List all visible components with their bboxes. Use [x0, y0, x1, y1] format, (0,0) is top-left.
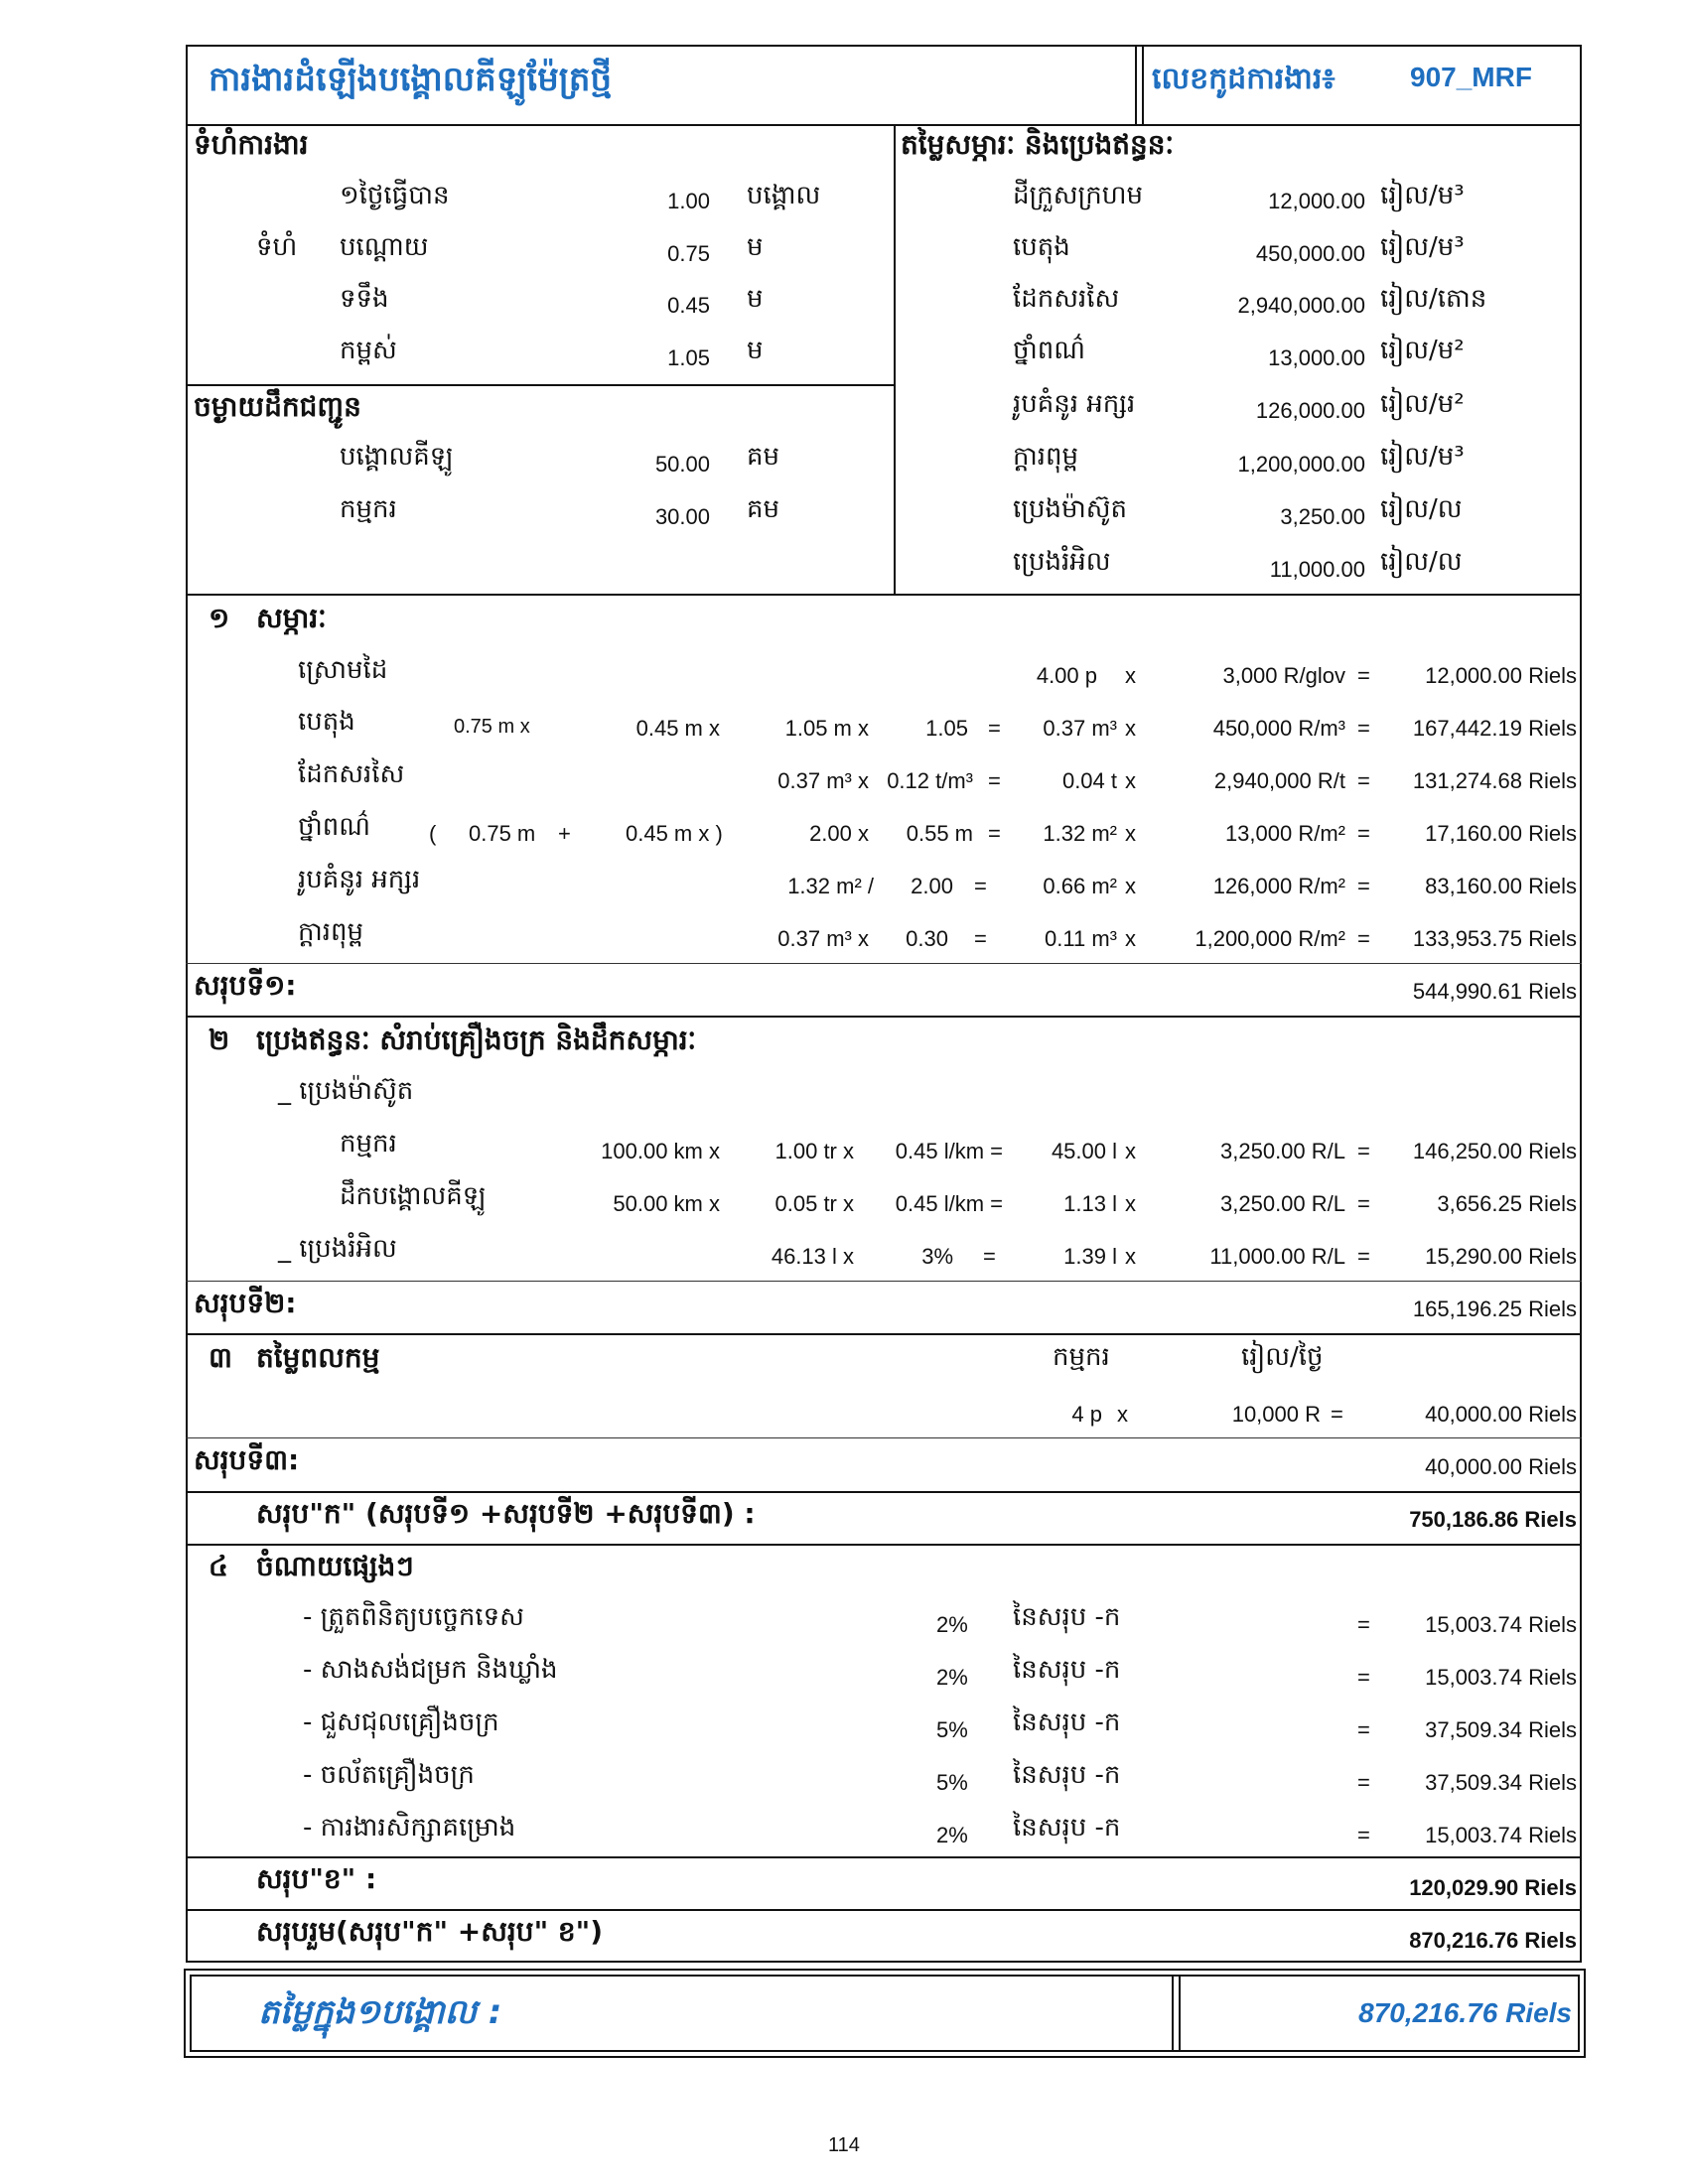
- dimensions-bottom-rule: [186, 384, 894, 386]
- materials-formwork-total: 133,953.75 Riels: [1412, 926, 1577, 951]
- other-cost-shelter-label: - សាងសង់ជម្រក និងឃ្លាំង: [303, 1655, 558, 1685]
- labor-rate-header: រៀល/ថ្ងៃ: [1241, 1342, 1324, 1372]
- fuel-posts-liters: 1.13 l: [1063, 1191, 1117, 1216]
- total-a-label: សរុប"ក" (សរុបទី១ +សរុបទី២ +សរុបទី៣) :: [256, 1497, 756, 1530]
- subtotal2-bottom-rule: [186, 1333, 1582, 1335]
- subtotal2-value: 165,196.25 Riels: [1412, 1297, 1577, 1321]
- fuel-workers-price: 3,250.00 R/L: [1220, 1139, 1345, 1163]
- header-divider: [1135, 45, 1137, 124]
- subtotal3-top-rule: [186, 1437, 1582, 1438]
- diesel-subheading: _ ប្រេងម៉ាស៊ូត: [278, 1076, 414, 1106]
- total-b-bottom-rule: [186, 1909, 1582, 1911]
- materials-paint-price: 13,000 R/m²: [1224, 821, 1345, 846]
- dimension-length-unit: ម: [747, 232, 764, 262]
- other-cost-mobilization-total: 37,509.34 Riels: [1425, 1770, 1577, 1795]
- subtotal1-bottom-rule: [186, 1016, 1582, 1018]
- subtotal1-top-rule: [186, 963, 1582, 964]
- materials-gloves-price: 3,000 R/glov: [1222, 663, 1345, 688]
- lube-op: x: [1125, 1244, 1136, 1269]
- price-diesel-value: 3,250.00: [1280, 504, 1365, 529]
- lube-op2: =: [983, 1244, 996, 1269]
- materials-formwork-op4: =: [974, 926, 987, 951]
- subtotal1-value: 544,990.61 Riels: [1412, 979, 1577, 1004]
- other-cost-repair-pct: 5%: [936, 1717, 968, 1742]
- price-lube-value: 11,000.00: [1269, 557, 1365, 582]
- price-lettering-label: រូបគំនូរ អក្សរ: [1013, 389, 1136, 419]
- job-code-label: លេខកូដការងារ៖: [1152, 62, 1336, 96]
- materials-paint-height: 0.55 m: [906, 821, 973, 846]
- other-cost-study-total: 15,003.74 Riels: [1425, 1823, 1577, 1847]
- total-a-bottom-rule: [186, 1544, 1582, 1546]
- materials-formwork-eq: =: [1357, 926, 1370, 951]
- materials-lettering-qty: 0.66 m²: [1043, 874, 1117, 898]
- other-cost-inspection-of: នៃសរុប -ក: [1013, 1602, 1121, 1632]
- fuel-workers-total: 146,250.00 Riels: [1412, 1139, 1577, 1163]
- other-cost-shelter-total: 15,003.74 Riels: [1425, 1665, 1577, 1690]
- transport-worker-label: កម្មករ: [340, 494, 397, 524]
- dimension-width-unit: ម: [747, 284, 764, 314]
- materials-concrete-op5: x: [1125, 716, 1136, 741]
- materials-lettering-op4: =: [974, 874, 987, 898]
- other-cost-repair-eq: =: [1357, 1717, 1370, 1742]
- dimension-width-value: 0.45: [667, 293, 710, 318]
- total-b-label: សរុប"ខ" :: [256, 1862, 377, 1895]
- section1-number: ១: [209, 602, 230, 634]
- materials-paint-length: 0.75 m: [469, 821, 536, 846]
- price-laterite-label: ដីក្រួសក្រហម: [1013, 181, 1144, 210]
- other-cost-mobilization-eq: =: [1357, 1770, 1370, 1795]
- fuel-posts-op: x: [1125, 1191, 1136, 1216]
- price-rebar-value: 2,940,000.00: [1237, 293, 1365, 318]
- materials-rebar-op5: x: [1125, 768, 1136, 793]
- other-cost-repair-of: នៃសរុប -ក: [1013, 1707, 1121, 1737]
- materials-formwork-factor: 0.30: [906, 926, 948, 951]
- fuel-workers-distance: 100.00 km x: [601, 1139, 720, 1163]
- price-concrete-label: បេតុង: [1013, 232, 1070, 262]
- dimension-length-label: បណ្តោយ: [340, 232, 429, 262]
- materials-concrete-op4: =: [988, 716, 1001, 741]
- dimension-length-value: 0.75: [667, 241, 710, 266]
- subtotal2-label: សរុបទី២:: [194, 1287, 297, 1319]
- other-cost-inspection-eq: =: [1357, 1612, 1370, 1637]
- other-cost-mobilization-pct: 5%: [936, 1770, 968, 1795]
- dimension-height-unit: ម: [747, 336, 764, 365]
- materials-lettering-op5: x: [1125, 874, 1136, 898]
- materials-rebar-density: 0.12 t/m³: [887, 768, 973, 793]
- fuel-workers-trips: 1.00 tr x: [774, 1139, 854, 1163]
- section3-heading: តម្លៃពលកម្ម: [256, 1341, 380, 1374]
- price-diesel-label: ប្រេងម៉ាស៊ូត: [1013, 494, 1128, 524]
- materials-gloves-total: 12,000.00 Riels: [1425, 663, 1577, 688]
- total-b-top-rule: [186, 1856, 1582, 1858]
- transport-worker-unit: គម: [747, 494, 780, 524]
- subtotal3-bottom-rule: [186, 1491, 1582, 1493]
- fuel-posts-label: ដឹកបង្គោលគីឡូ: [340, 1181, 487, 1211]
- materials-lettering-divisor: 2.00: [911, 874, 953, 898]
- price-rebar-label: ដែកសរសៃ: [1013, 284, 1120, 314]
- materials-lettering-area: 1.32 m² /: [787, 874, 874, 898]
- fuel-posts-distance: 50.00 km x: [613, 1191, 720, 1216]
- dimension-height-value: 1.05: [667, 345, 710, 370]
- materials-rebar-eq: =: [1357, 768, 1370, 793]
- final-summary-divider-2: [1179, 1975, 1181, 2052]
- job-code-value: 907_MRF: [1410, 62, 1532, 92]
- materials-paint-width: 0.45 m x ): [626, 821, 723, 846]
- price-paint-label: ថ្នាំពណ៌: [1013, 336, 1085, 365]
- lube-liters: 1.39 l: [1063, 1244, 1117, 1269]
- transport-worker-value: 30.00: [654, 504, 710, 529]
- dimension-group-label: ទំហំ: [256, 232, 298, 262]
- materials-concrete-total: 167,442.19 Riels: [1412, 716, 1577, 741]
- materials-paint-qty: 1.32 m²: [1043, 821, 1117, 846]
- other-cost-inspection-total: 15,003.74 Riels: [1425, 1612, 1577, 1637]
- materials-paint-op5: x: [1125, 821, 1136, 846]
- materials-paint-plus: +: [558, 821, 571, 846]
- materials-formwork-op5: x: [1125, 926, 1136, 951]
- materials-gloves-label: ស្រោមដៃ: [298, 655, 388, 685]
- price-concrete-value: 450,000.00: [1255, 241, 1365, 266]
- labor-workers-header: កម្មករ: [1053, 1342, 1110, 1372]
- other-cost-shelter-eq: =: [1357, 1665, 1370, 1690]
- fuel-workers-rate: 0.45 l/km =: [895, 1139, 1003, 1163]
- price-laterite-unit: រៀល/ម³: [1380, 181, 1465, 210]
- materials-concrete-price: 450,000 R/m³: [1212, 716, 1345, 741]
- price-formwork-value: 1,200,000.00: [1237, 452, 1365, 477]
- price-formwork-unit: រៀល/ម³: [1380, 442, 1465, 472]
- page-title: ការងារដំឡើងបង្គោលគីឡូម៉ែត្រថ្មី: [209, 60, 613, 99]
- fuel-workers-label: កម្មករ: [340, 1129, 397, 1159]
- lube-percent: 3%: [921, 1244, 953, 1269]
- materials-formwork-price: 1,200,000 R/m²: [1195, 926, 1345, 951]
- price-lube-unit: រៀល/ល: [1380, 547, 1463, 577]
- materials-formwork-label: ក្តារពុម្ព: [298, 917, 364, 947]
- materials-lettering-total: 83,160.00 Riels: [1425, 874, 1577, 898]
- fuel-posts-rate: 0.45 l/km =: [895, 1191, 1003, 1216]
- materials-rebar-price: 2,940,000 R/t: [1213, 768, 1345, 793]
- materials-formwork-qty: 0.11 m³: [1045, 926, 1117, 951]
- materials-concrete-label: បេតុង: [298, 707, 355, 737]
- fuel-workers-liters: 45.00 l: [1051, 1139, 1117, 1163]
- subtotal2-top-rule: [186, 1281, 1582, 1282]
- header-divider-2: [1142, 45, 1144, 124]
- grand-total-value: 870,216.76 Riels: [1409, 1928, 1577, 1953]
- materials-formwork-volume: 0.37 m³ x: [777, 926, 869, 951]
- materials-rebar-qty: 0.04 t: [1061, 768, 1117, 793]
- price-formwork-label: ក្តារពុម្ព: [1013, 442, 1079, 472]
- dimension-width-label: ទទឹង: [340, 284, 389, 314]
- materials-rebar-total: 131,274.68 Riels: [1412, 768, 1577, 793]
- transport-post-value: 50.00: [654, 452, 710, 477]
- total-b-value: 120,029.90 Riels: [1409, 1875, 1577, 1900]
- lube-liters-base: 46.13 l x: [771, 1244, 854, 1269]
- labor-rate: 10,000 R: [1231, 1402, 1321, 1427]
- materials-paint-label: ថ្នាំពណ៌: [298, 812, 370, 842]
- price-paint-value: 13,000.00: [1268, 345, 1365, 370]
- total-a-value: 750,186.86 Riels: [1409, 1507, 1577, 1532]
- other-cost-study-label: - ការងារសិក្សាគម្រោង: [303, 1813, 516, 1843]
- section3-number: ៣: [209, 1341, 232, 1374]
- section2-heading: ប្រេងឥន្ធនៈ សំរាប់គ្រឿងចក្រ និងដឹកសម្ភារៈ: [256, 1024, 697, 1056]
- materials-rebar-op4: =: [988, 768, 1001, 793]
- fuel-posts-eq: =: [1357, 1191, 1370, 1216]
- other-cost-repair-label: - ជួសជុលគ្រឿងចក្រ: [303, 1707, 499, 1737]
- daily-output-label: ១ថ្ងៃធ្វើបាន: [340, 181, 450, 210]
- final-price-label: តម្លៃក្នុង១បង្គោល :: [258, 1992, 502, 2032]
- materials-rebar-label: ដែកសរសៃ: [298, 759, 405, 789]
- materials-paint-paren: (: [429, 821, 437, 846]
- materials-concrete-factor: 1.05: [925, 716, 968, 741]
- other-cost-study-of: នៃសរុប -ក: [1013, 1813, 1121, 1843]
- materials-lettering-eq: =: [1357, 874, 1370, 898]
- materials-paint-total: 17,160.00 Riels: [1425, 821, 1577, 846]
- labor-eq: =: [1331, 1402, 1343, 1427]
- grand-total-label: សរុបរួម(សរុប"ក" +សរុប" ខ"): [256, 1915, 604, 1948]
- transport-heading: ចម្ងាយដឹកជញ្ជូន: [194, 390, 361, 423]
- daily-output-value: 1.00: [667, 189, 710, 213]
- fuel-workers-op: x: [1125, 1139, 1136, 1163]
- materials-rebar-volume: 0.37 m³ x: [777, 768, 869, 793]
- transport-post-unit: គម: [747, 442, 780, 472]
- price-lettering-unit: រៀល/ម²: [1380, 389, 1465, 419]
- info-bottom-rule: [186, 594, 1582, 596]
- subtotal3-value: 40,000.00 Riels: [1425, 1454, 1577, 1479]
- other-cost-shelter-pct: 2%: [936, 1665, 968, 1690]
- other-cost-inspection-pct: 2%: [936, 1612, 968, 1637]
- subtotal3-label: សរុបទី៣:: [194, 1443, 300, 1476]
- other-cost-shelter-of: នៃសរុប -ក: [1013, 1655, 1121, 1685]
- fuel-posts-price: 3,250.00 R/L: [1220, 1191, 1345, 1216]
- materials-paint-eq: =: [1357, 821, 1370, 846]
- lube-total: 15,290.00 Riels: [1425, 1244, 1577, 1269]
- materials-paint-factor: 2.00 x: [809, 821, 869, 846]
- subtotal1-label: សរុបទី១:: [194, 969, 297, 1002]
- lube-eq: =: [1357, 1244, 1370, 1269]
- other-cost-inspection-label: - ត្រួតពិនិត្យបច្ចេកទេស: [303, 1602, 524, 1632]
- materials-concrete-eq: =: [1357, 716, 1370, 741]
- materials-lettering-price: 126,000 R/m²: [1212, 874, 1345, 898]
- materials-paint-op4: =: [988, 821, 1001, 846]
- fuel-posts-trips: 0.05 tr x: [774, 1191, 854, 1216]
- other-cost-study-pct: 2%: [936, 1823, 968, 1847]
- section4-number: ៤: [209, 1550, 228, 1582]
- other-cost-mobilization-of: នៃសរុប -ក: [1013, 1760, 1121, 1790]
- dimension-height-label: កម្ពស់: [340, 336, 397, 365]
- fuel-posts-total: 3,656.25 Riels: [1437, 1191, 1577, 1216]
- other-cost-mobilization-label: - ចល័តគ្រឿងចក្រ: [303, 1760, 475, 1790]
- lube-price: 11,000.00 R/L: [1209, 1244, 1345, 1269]
- lube-label: _ ប្រេងរំអិល: [278, 1234, 397, 1264]
- section4-heading: ចំណាយផ្សេងៗ: [256, 1550, 414, 1582]
- materials-concrete-height: 1.05 m x: [784, 716, 869, 741]
- price-lube-label: ប្រេងរំអិល: [1013, 547, 1111, 577]
- transport-post-label: បង្គោលគីឡូ: [340, 442, 454, 472]
- price-concrete-unit: រៀល/ម³: [1380, 232, 1465, 262]
- price-laterite-value: 12,000.00: [1268, 189, 1365, 213]
- info-divider: [894, 124, 896, 596]
- final-price-value: 870,216.76 Riels: [1358, 1997, 1572, 2028]
- labor-total: 40,000.00 Riels: [1425, 1402, 1577, 1427]
- final-summary-divider: [1172, 1975, 1174, 2052]
- section2-number: ២: [209, 1024, 230, 1056]
- materials-concrete-width: 0.45 m x: [635, 716, 720, 741]
- materials-lettering-label: រូបគំនូរ អក្សរ: [298, 865, 421, 894]
- prices-heading: តម្លៃសម្ភារៈ និងប្រេងឥន្ធនៈ: [901, 128, 1175, 161]
- materials-gloves-qty: 4.00 p: [1036, 663, 1097, 688]
- other-cost-repair-total: 37,509.34 Riels: [1425, 1717, 1577, 1742]
- materials-concrete-length: 0.75 m x: [454, 716, 530, 738]
- header-bottom-rule: [186, 124, 1582, 126]
- daily-output-unit: បង្គោល: [747, 181, 821, 210]
- price-lettering-value: 126,000.00: [1255, 398, 1365, 423]
- materials-gloves-eq: =: [1357, 663, 1370, 688]
- page-number: 114: [828, 2134, 860, 2156]
- materials-concrete-qty: 0.37 m³: [1043, 716, 1117, 741]
- price-paint-unit: រៀល/ម²: [1380, 336, 1465, 365]
- price-diesel-unit: រៀល/ល: [1380, 494, 1463, 524]
- other-cost-study-eq: =: [1357, 1823, 1370, 1847]
- section1-heading: សម្ភារៈ: [256, 602, 327, 634]
- labor-op: x: [1117, 1402, 1128, 1427]
- dimensions-heading: ទំហំការងារ: [194, 128, 309, 161]
- labor-workers: 4 p: [1071, 1402, 1102, 1427]
- price-rebar-unit: រៀល/តោន: [1380, 284, 1487, 314]
- fuel-workers-eq: =: [1357, 1139, 1370, 1163]
- materials-gloves-op: x: [1125, 663, 1136, 688]
